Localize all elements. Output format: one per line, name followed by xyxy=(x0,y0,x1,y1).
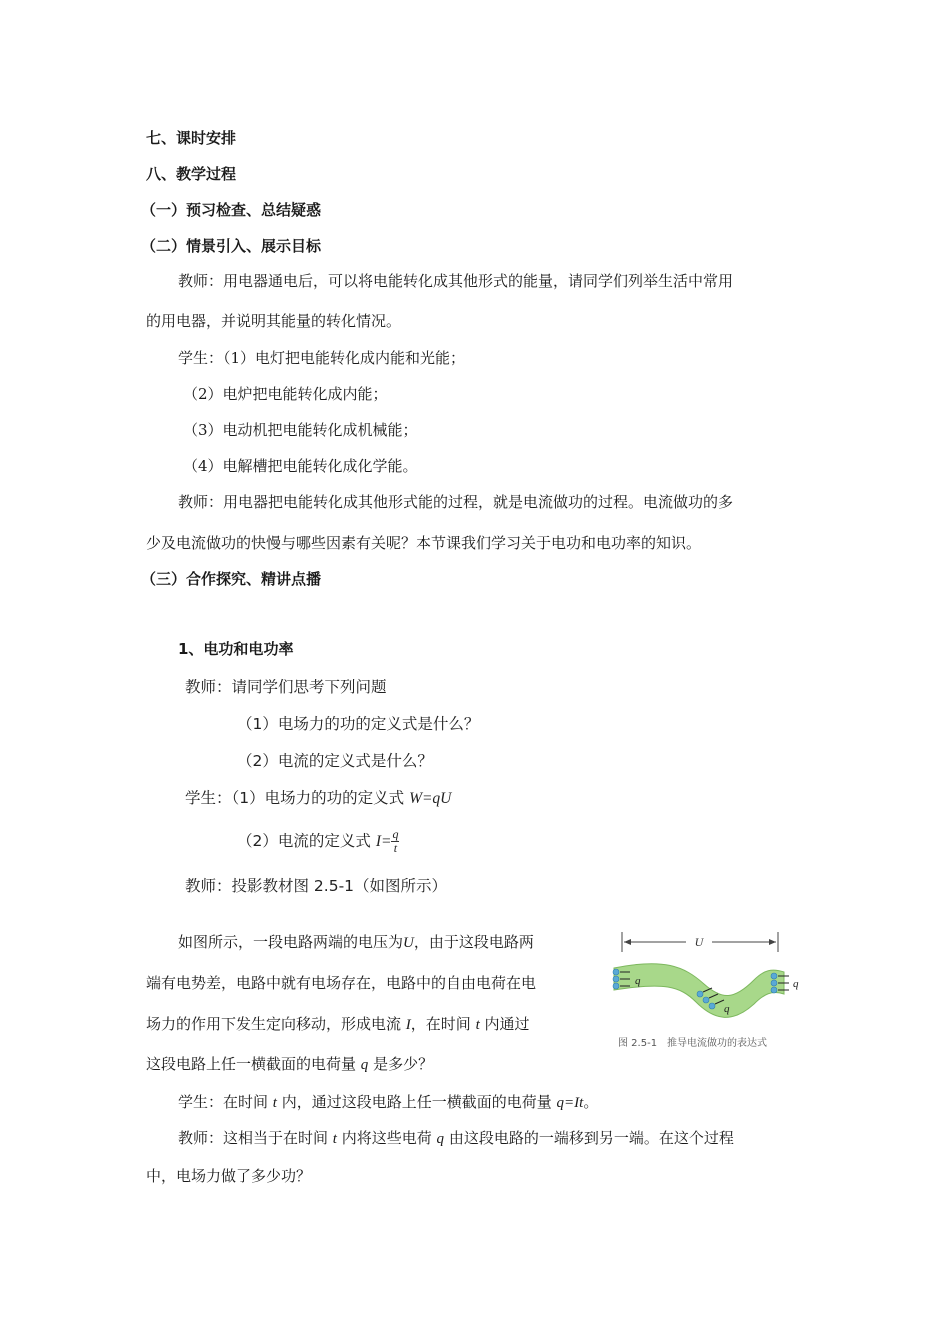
fraction-numerator: q xyxy=(392,827,399,841)
voltage-arrowhead-left xyxy=(624,939,631,945)
section-cooperative-explore: （三）合作探究、精讲点播 xyxy=(141,570,322,588)
heading-class-hours: 七、课时安排 xyxy=(146,129,237,147)
teacher-line-1a: 教师：用电器通电后，可以将电能转化成其他形式的能量，请同学们列举生活中常用 xyxy=(178,272,734,290)
p3-text-c: 内通过 xyxy=(484,1015,530,1033)
teacher-figure-line: 教师：投影教材图 2.5-1（如图所示） xyxy=(185,877,448,895)
paragraph-line-4 xyxy=(146,1054,433,1075)
current-formula-fraction xyxy=(391,828,399,855)
p1-text-b: ，由于这段电路两 xyxy=(413,933,534,951)
teacher-explain-b: 中，电场力做了多少功？ xyxy=(146,1167,312,1185)
left-charges xyxy=(613,969,619,989)
teacher-line-2a: 教师：用电器把电能转化成其他形式能的过程，就是电流做功的过程。电流做功的多 xyxy=(178,493,734,511)
section-preview-check: （一）预习检查、总结疑惑 xyxy=(141,201,322,219)
paragraph-line-3 xyxy=(146,1014,530,1035)
p3-text-b: ，在时间 xyxy=(410,1015,471,1033)
subheading-electric-work: 1、电功和电功率 xyxy=(178,640,294,658)
paragraph-line-2: 端有电势差，电路中就有电场存在，电路中的自由电荷在电 xyxy=(146,974,537,992)
ta-text-b: 内将这些电荷 xyxy=(341,1129,432,1147)
current-formula-lhs: I= xyxy=(375,833,392,850)
fraction-denominator: t xyxy=(393,841,398,855)
circuit-figure xyxy=(604,928,814,1052)
wire-diagram xyxy=(604,928,814,1032)
answer-2-text: （2）电流的定义式 xyxy=(237,832,371,850)
sa-text-b: 内，通过这段电路上任一横截面的电荷量 xyxy=(281,1093,552,1111)
section-scenario-intro: （二）情景引入、展示目标 xyxy=(141,237,322,255)
ta-text-c: 由这段电路的一端移到另一端。在这个过程 xyxy=(448,1129,734,1147)
ta-time-var: t xyxy=(332,1131,337,1147)
work-formula: W=qU xyxy=(409,790,452,807)
p4-text-a: 这段电路上任一横截面的电荷量 xyxy=(146,1055,357,1073)
p4-text-b: 是多少？ xyxy=(373,1055,434,1073)
student-item-4: （4）电解槽把电能转化成化学能。 xyxy=(183,457,418,475)
teacher-question: 教师：请同学们思考下列问题 xyxy=(185,678,387,696)
right-charge-label: q xyxy=(793,978,799,990)
charge-var: q xyxy=(360,1057,369,1073)
student-answer-2 xyxy=(237,826,399,857)
question-1: （1）电场力的功的定义式是什么？ xyxy=(237,715,480,733)
wire-segment xyxy=(614,964,784,1018)
student-item-2: （2）电炉把电能转化成内能； xyxy=(183,385,388,403)
current-var: I xyxy=(405,1017,411,1033)
middle-charge-label: q xyxy=(724,1003,730,1015)
left-charge-label: q xyxy=(635,975,641,987)
p3-text-a: 场力的作用下发生定向移动，形成电流 xyxy=(146,1015,402,1033)
student-item-3: （3）电动机把电能转化成机械能； xyxy=(183,421,418,439)
figure-caption: 图 2.5-1 推导电流做功的表达式 xyxy=(618,1038,768,1049)
teacher-line-2b: 少及电流做功的快慢与哪些因素有关呢？本节课我们学习关于电功和电功率的知识。 xyxy=(146,534,702,552)
time-var: t xyxy=(475,1017,480,1033)
sa-text-end: 。 xyxy=(583,1093,599,1111)
voltage-var: U xyxy=(403,935,414,951)
p1-text-a: 如图所示，一段电路两端的电压为 xyxy=(178,933,404,951)
voltage-label: U xyxy=(694,935,704,949)
teacher-explain-a xyxy=(178,1128,734,1149)
answer-1-text: 学生：（1）电场力的功的定义式 xyxy=(185,789,405,807)
student-line-1: 学生：（1）电灯把电能转化成内能和光能； xyxy=(178,349,466,367)
student-charge-answer xyxy=(178,1092,598,1113)
teacher-line-1b: 的用电器，并说明其能量的转化情况。 xyxy=(146,312,402,330)
voltage-arrowhead-right xyxy=(769,939,776,945)
charge-formula: q=It xyxy=(556,1095,584,1111)
ta-charge-var: q xyxy=(436,1131,445,1147)
question-2: （2）电流的定义式是什么？ xyxy=(237,752,433,770)
sa-text-a: 学生：在时间 xyxy=(178,1093,269,1111)
paragraph-line-1 xyxy=(178,932,534,953)
heading-teaching-process: 八、教学过程 xyxy=(146,165,237,183)
right-charges xyxy=(771,973,777,993)
ta-text-a: 教师：这相当于在时间 xyxy=(178,1129,329,1147)
student-answer-1 xyxy=(185,788,451,809)
sa-time-var: t xyxy=(272,1095,277,1111)
